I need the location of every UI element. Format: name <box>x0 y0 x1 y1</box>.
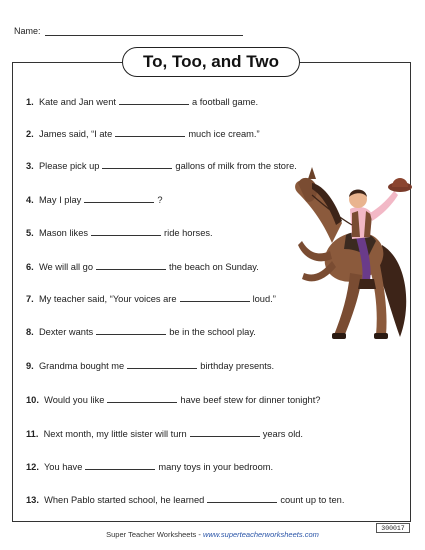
question-text-before: Kate and Jan went <box>38 97 116 107</box>
question-number: 5. <box>26 228 34 238</box>
question-text-before: My teacher said, “Your voices are <box>38 294 177 304</box>
question-1 <box>26 96 258 107</box>
question-text-after: ? <box>157 195 163 205</box>
question-number: 2. <box>26 129 34 139</box>
answer-blank[interactable] <box>91 227 161 236</box>
question-2 <box>26 128 260 139</box>
answer-blank[interactable] <box>127 360 197 369</box>
question-number: 10. <box>26 395 39 405</box>
question-4 <box>26 194 162 205</box>
question-number: 7. <box>26 294 34 304</box>
question-text-before: Mason likes <box>38 228 89 238</box>
answer-blank[interactable] <box>115 128 185 137</box>
name-input-line[interactable] <box>45 26 243 36</box>
question-text-after: loud.” <box>252 294 276 304</box>
question-text-before: Would you like <box>44 395 105 405</box>
question-text-before: Please pick up <box>38 161 100 171</box>
footer-url-link[interactable]: www.superteacherworksheets.com <box>202 530 319 539</box>
page-footer <box>0 530 425 539</box>
question-text-before: James said, “I ate <box>38 129 113 139</box>
question-text-after: much ice cream.” <box>188 129 260 139</box>
question-text-before: Grandma bought me <box>38 361 125 371</box>
answer-blank[interactable] <box>85 461 155 470</box>
question-text-before: When Pablo started school, he learned <box>44 495 205 505</box>
question-text-after: birthday presents. <box>200 361 275 371</box>
question-text-before: Dexter wants <box>38 327 94 337</box>
answer-blank[interactable] <box>96 261 166 270</box>
question-number: 1. <box>26 97 34 107</box>
question-text-after: the beach on Sunday. <box>169 262 259 272</box>
question-8 <box>26 326 256 337</box>
question-text-after: many toys in your bedroom. <box>158 462 274 472</box>
question-number: 4. <box>26 195 34 205</box>
name-label: Name: <box>14 26 41 36</box>
answer-blank[interactable] <box>190 428 260 437</box>
question-11 <box>26 428 303 439</box>
question-text-before: May I play <box>38 195 82 205</box>
question-text-before: Next month, my little sister will turn <box>43 429 187 439</box>
answer-blank[interactable] <box>119 96 189 105</box>
question-text-before: You have <box>43 462 83 472</box>
name-field-row <box>14 26 243 36</box>
question-number: 13. <box>26 495 39 505</box>
question-number: 12. <box>26 462 39 472</box>
answer-blank[interactable] <box>180 293 250 302</box>
question-text-after: a football game. <box>191 97 259 107</box>
question-5 <box>26 227 213 238</box>
question-text-before: We will all go <box>38 262 94 272</box>
question-6 <box>26 261 259 272</box>
worksheet-title: To, Too, and Two <box>122 47 300 77</box>
question-number: 6. <box>26 262 34 272</box>
question-number: 9. <box>26 361 34 371</box>
question-number: 8. <box>26 327 34 337</box>
question-3 <box>26 160 297 171</box>
question-text-after: have beef stew for dinner tonight? <box>180 395 321 405</box>
question-text-after: count up to ten. <box>280 495 345 505</box>
question-number: 3. <box>26 161 34 171</box>
question-9 <box>26 360 274 371</box>
question-13 <box>26 494 344 505</box>
question-7 <box>26 293 276 304</box>
question-text-after: gallons of milk from the store. <box>175 161 297 171</box>
worksheet-code-badge: 300017 <box>376 523 410 533</box>
answer-blank[interactable] <box>84 194 154 203</box>
question-12 <box>26 461 273 472</box>
footer-brand: Super Teacher Worksheets - <box>106 530 203 539</box>
answer-blank[interactable] <box>207 494 277 503</box>
answer-blank[interactable] <box>107 394 177 403</box>
answer-blank[interactable] <box>102 160 172 169</box>
answer-blank[interactable] <box>96 326 166 335</box>
cowboy-on-horse-illustration <box>272 165 418 345</box>
question-text-after: ride horses. <box>164 228 213 238</box>
question-number: 11. <box>26 429 39 439</box>
question-text-after: be in the school play. <box>169 327 256 337</box>
question-text-after: years old. <box>262 429 304 439</box>
question-10 <box>26 394 320 405</box>
